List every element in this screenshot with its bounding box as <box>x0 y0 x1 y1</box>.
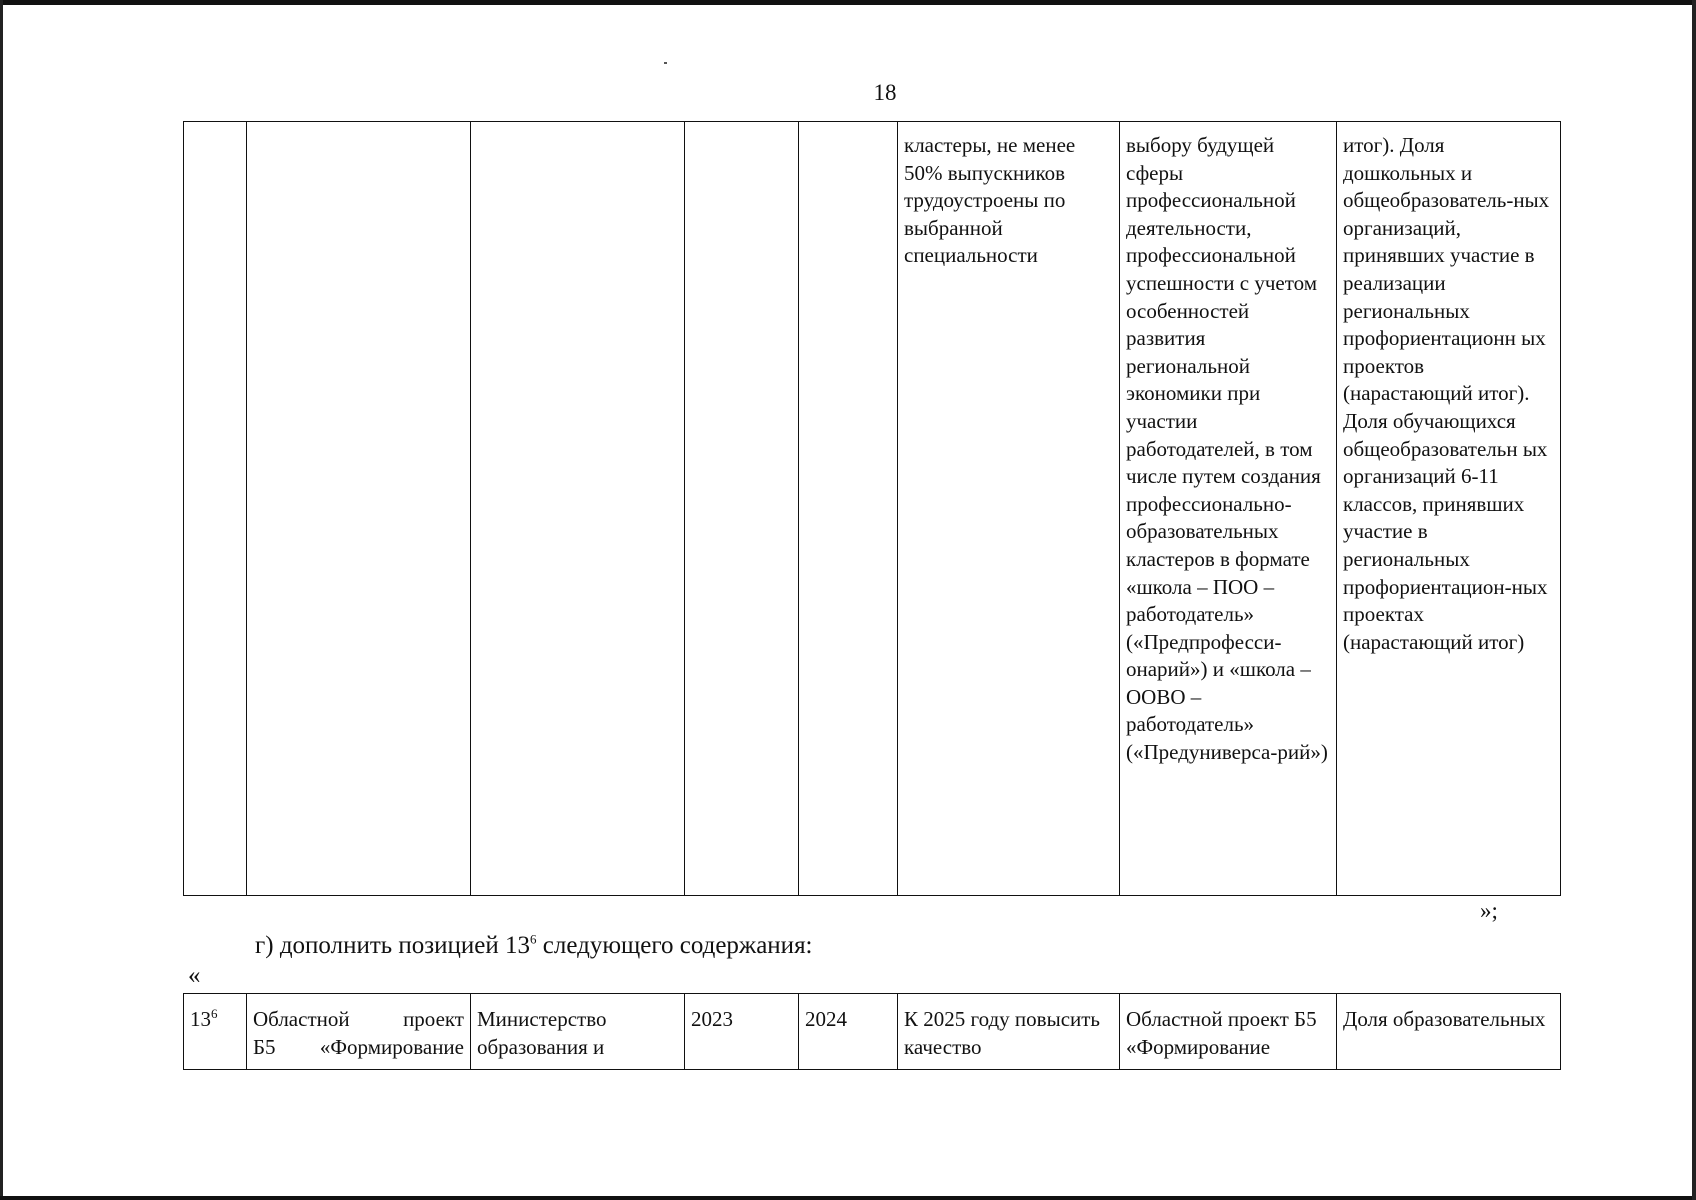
table-cell-end-year: 2024 <box>799 994 898 1070</box>
project-line-1: Областной проект <box>253 1007 464 1031</box>
table-cell-number <box>184 994 247 1070</box>
table-cell-responsible <box>471 122 685 896</box>
new-position-table <box>183 993 1561 1070</box>
amendment-instruction <box>255 932 813 960</box>
position-number: 13 <box>190 1007 211 1031</box>
closing-quote: »; <box>1480 898 1498 923</box>
project-line-2: Б5 «Формирование <box>253 1034 464 1059</box>
table-cell-responsible: Министерство образования и <box>471 994 685 1070</box>
table-cell-end-year <box>799 122 898 896</box>
table-cell-project <box>247 122 471 896</box>
table-cell-indicator: Доля образовательных <box>1337 994 1561 1070</box>
instruction-superscript: 6 <box>530 931 537 947</box>
scan-edge-left <box>0 0 3 1200</box>
table-row <box>184 122 1561 896</box>
scan-edge-bottom <box>0 1196 1696 1200</box>
position-superscript: 6 <box>211 1006 218 1021</box>
instruction-prefix: г) дополнить позицией 13 <box>255 932 531 959</box>
table-cell-start-year: 2023 <box>685 994 799 1070</box>
table-row <box>184 994 1561 1070</box>
table-cell-indicator: итог). Доля дошкольных и общеобразователь-ных организаций, принявших участие в реализации региональных профориентационн ых проектов (нарастающий итог). Доля обучающихся общеобразовательн ых организаций 6-11 классов, принявших участие в региональных профориентацион-ных проектах (нарастающий итог) <box>1337 122 1561 896</box>
table-cell-activity: Областной проект Б5 «Формирование <box>1120 994 1337 1070</box>
page-number: 18 <box>873 80 897 105</box>
table-cell-project <box>247 994 471 1070</box>
table-cell-result: кластеры, не менее 50% выпускников трудоустроены по выбранной специальности <box>898 122 1120 896</box>
table-cell-number <box>184 122 247 896</box>
table-cell-activity: выбору будущей сферы профессиональной деятельности, профессиональной успешности с учетом особенностей развития региональной экономики при участии работодателей, в том числе путем создания профессионально-образовательных кластеров в формате «школа – ПОО – работодатель» («Предпрофесси-онарий») и «школа – ООВО – работодатель» («Предуниверса-рий») <box>1120 122 1337 896</box>
table-cell-start-year <box>685 122 799 896</box>
continuation-table <box>183 121 1561 896</box>
scan-edge-top <box>0 0 1696 5</box>
opening-quote: « <box>188 962 201 989</box>
scan-speck <box>664 62 667 64</box>
instruction-suffix: следующего содержания: <box>536 932 813 959</box>
table-cell-result: К 2025 году повысить качество <box>898 994 1120 1070</box>
scan-edge-right <box>1692 0 1696 1200</box>
